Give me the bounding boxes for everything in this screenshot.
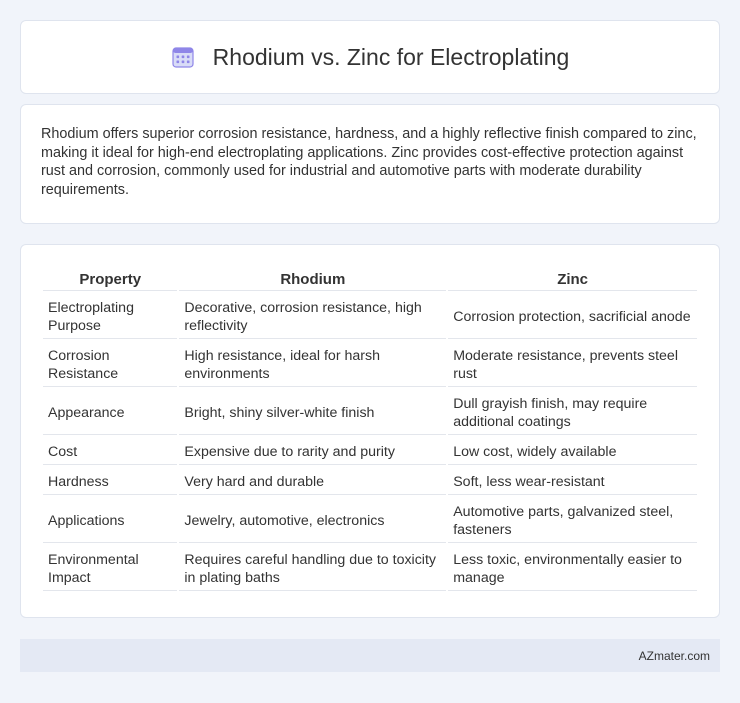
footer-credit: AZmater.com: [638, 648, 710, 663]
zinc-cell: Dull grayish finish, may require additional coatings: [448, 389, 697, 435]
property-cell: Applications: [43, 497, 177, 543]
property-cell: Electroplating Purpose: [43, 293, 177, 339]
zinc-cell: Low cost, widely available: [448, 437, 697, 465]
table-row: [43, 341, 697, 387]
rhodium-cell: Bright, shiny silver-white finish: [179, 389, 446, 435]
page-title: Rhodium vs. Zinc for Electroplating: [212, 43, 570, 70]
table-row: [43, 467, 697, 495]
zinc-cell: Corrosion protection, sacrificial anode: [448, 293, 697, 339]
zinc-cell: Less toxic, environmentally easier to manage: [448, 545, 697, 591]
comparison-table: [41, 263, 699, 593]
table-row: [43, 497, 697, 543]
property-cell: Corrosion Resistance: [43, 341, 177, 387]
comparison-table-card: [20, 244, 720, 618]
rhodium-cell: Requires careful handling due to toxicity in plating baths: [179, 545, 446, 591]
summary-text: Rhodium offers superior corrosion resistance, hardness, and a highly reflective finish compared to zinc, making it ideal for high-end electroplating applications. Zinc provides cost-effective protection against rust and corrosion, commonly used for industrial and automotive parts with moderate durability requirements.: [41, 126, 697, 198]
table-header-row: [43, 265, 697, 291]
title-card: [20, 20, 720, 94]
table-row: [43, 389, 697, 435]
property-cell: Environmental Impact: [43, 545, 177, 591]
rhodium-cell: Very hard and durable: [179, 467, 446, 495]
property-cell: Hardness: [43, 467, 177, 495]
rhodium-cell: High resistance, ideal for harsh environments: [179, 341, 446, 387]
table-row: [43, 545, 697, 591]
rhodium-cell: Jewelry, automotive, electronics: [179, 497, 446, 543]
column-header-rhodium: Rhodium: [179, 265, 446, 291]
footer: [20, 639, 720, 672]
table-row: [43, 437, 697, 465]
column-header-zinc: Zinc: [448, 265, 697, 291]
summary-card: [20, 104, 720, 224]
column-header-property: Property: [43, 265, 177, 291]
zinc-cell: Soft, less wear-resistant: [448, 467, 697, 495]
table-row: [43, 293, 697, 339]
rhodium-cell: Decorative, corrosion resistance, high reflectivity: [179, 293, 446, 339]
property-cell: Cost: [43, 437, 177, 465]
zinc-cell: Automotive parts, galvanized steel, fasteners: [448, 497, 697, 543]
calendar-icon: [171, 45, 195, 69]
property-cell: Appearance: [43, 389, 177, 435]
zinc-cell: Moderate resistance, prevents steel rust: [448, 341, 697, 387]
rhodium-cell: Expensive due to rarity and purity: [179, 437, 446, 465]
